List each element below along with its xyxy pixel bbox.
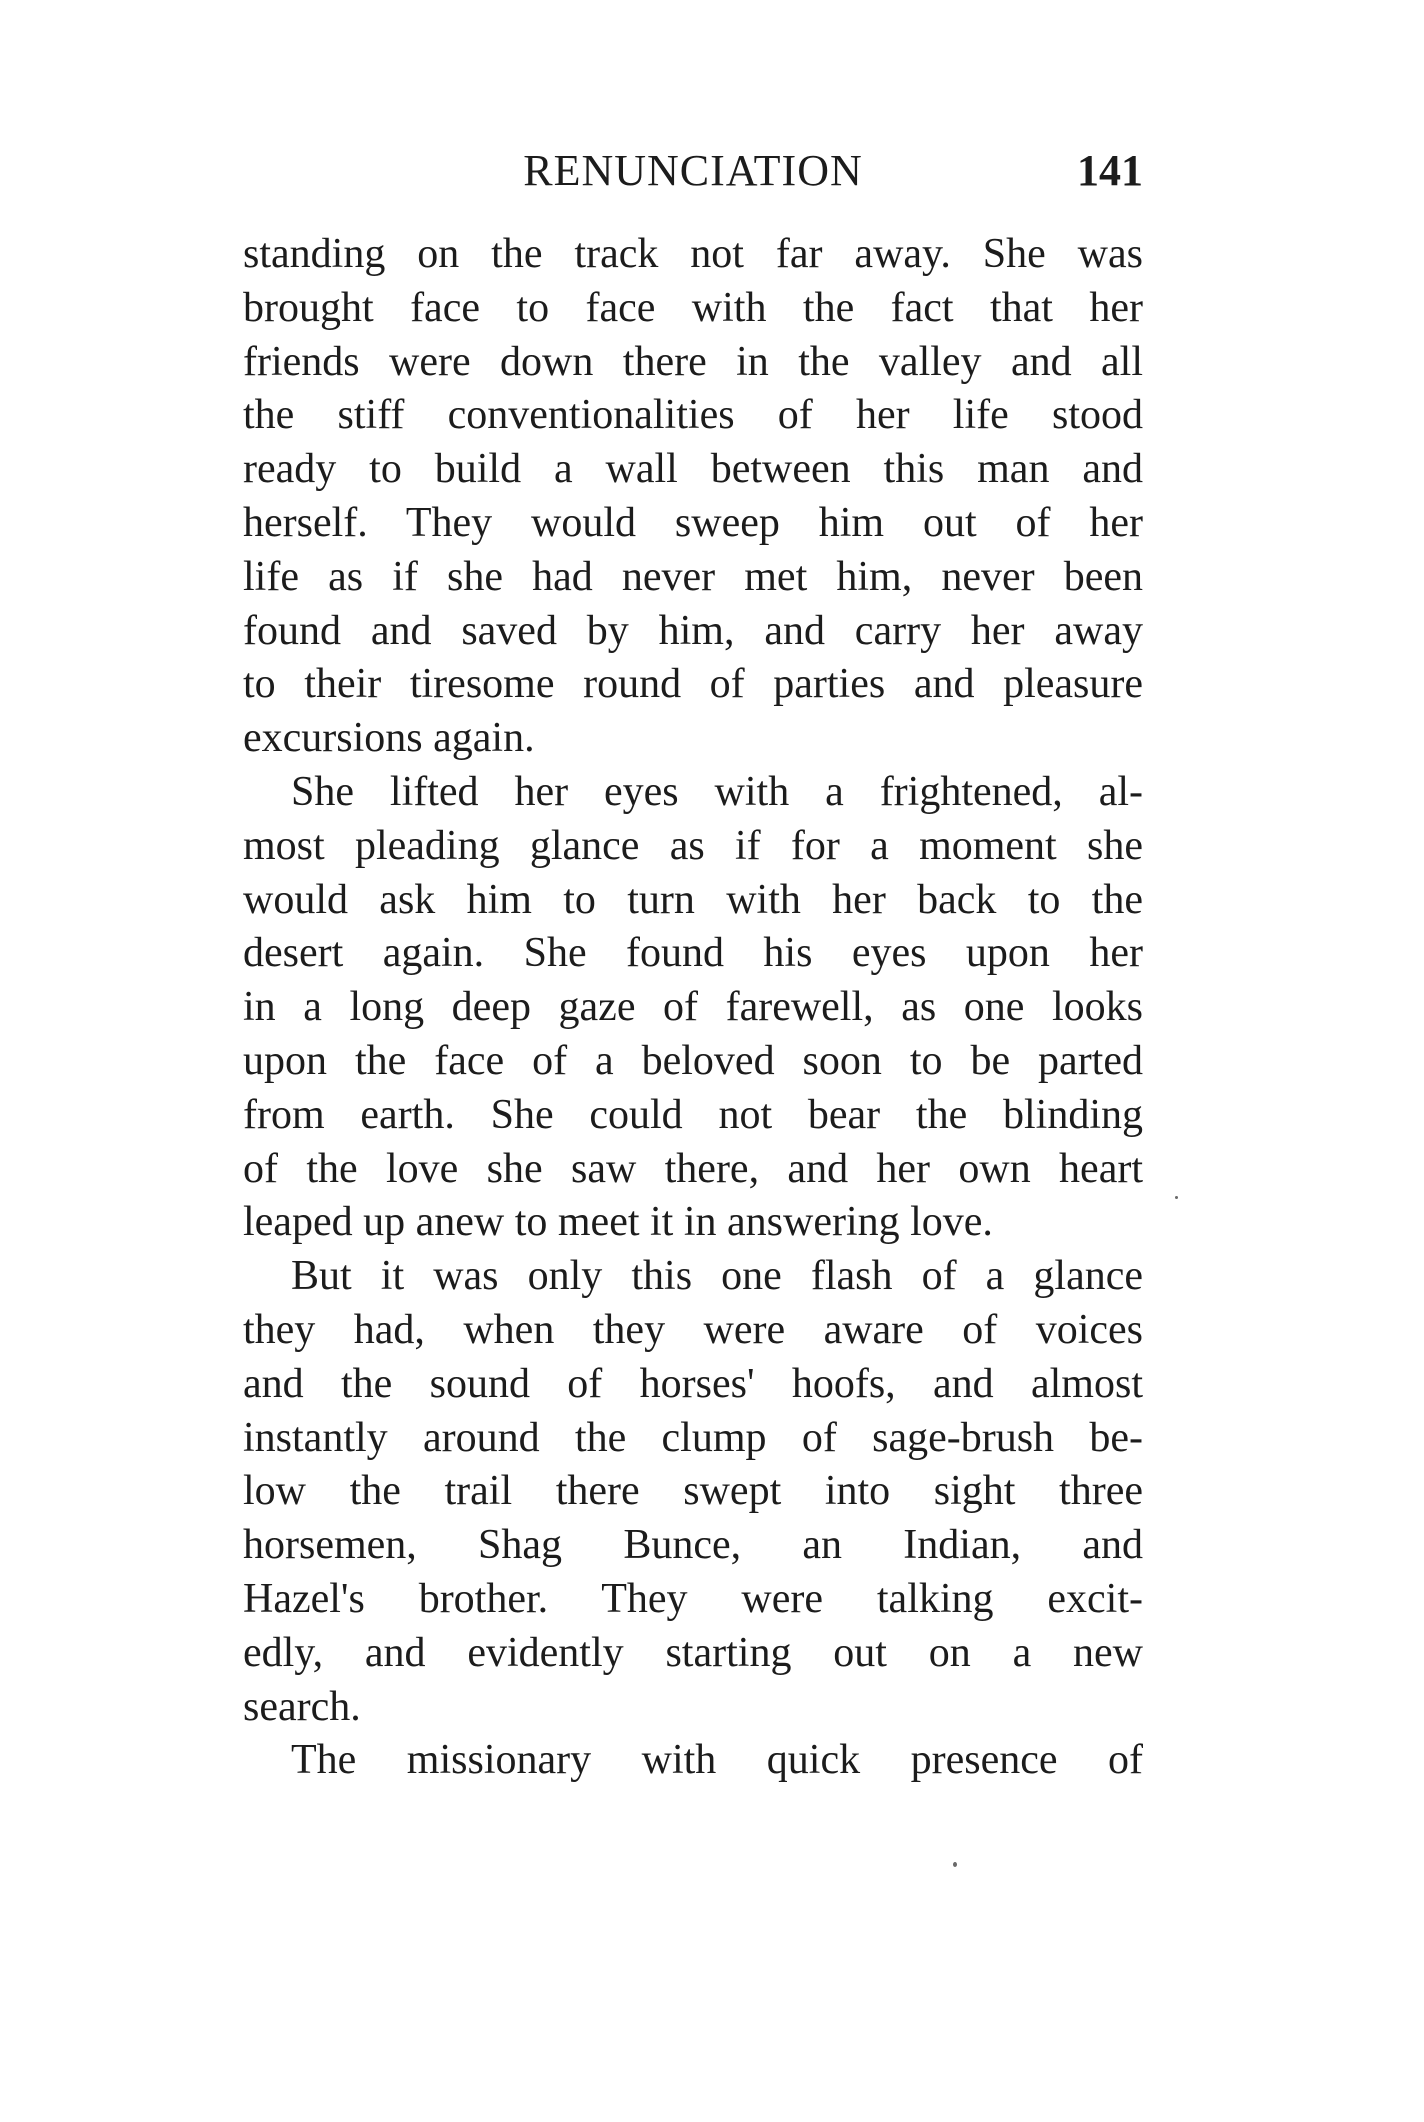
text-line: friends were down there in the valley and all [243, 338, 1143, 385]
print-speck [1175, 1196, 1178, 1199]
text-line: they had, when they were aware of voices [243, 1306, 1143, 1353]
text-line: desert again. She found his eyes upon her [243, 930, 1143, 977]
paragraph-start-line: But it was only this one flash of a glance [291, 1253, 1143, 1300]
text-line: upon the face of a beloved soon to be parted [243, 1037, 1143, 1084]
print-speck [953, 1862, 957, 1867]
paragraph-start-line: The missionary with quick presence of [291, 1737, 1143, 1784]
text-line: standing on the track not far away. She was [243, 231, 1143, 277]
text-line: Hazel's brother. They were talking excit- [243, 1575, 1143, 1622]
text-line: in a long deep gaze of farewell, as one looks [243, 984, 1143, 1031]
page-number: 141 [1077, 146, 1143, 195]
text-line: excursions again. [243, 715, 535, 762]
text-line: leaped up anew to meet it in answering love. [243, 1199, 993, 1246]
text-line: brought face to face with the fact that her [243, 284, 1143, 331]
text-line: ready to build a wall between this man and [243, 446, 1143, 493]
text-line: edly, and evidently starting out on a new [243, 1629, 1143, 1676]
text-line: search. [243, 1683, 361, 1730]
paragraph-start-line: She lifted her eyes with a frightened, al- [291, 768, 1143, 815]
text-line: from earth. She could not bear the blinding [243, 1091, 1143, 1138]
text-line: the stiff conventionalities of her life stood [243, 392, 1143, 439]
text-line: found and saved by him, and carry her away [243, 607, 1143, 654]
text-line: life as if she had never met him, never been [243, 553, 1143, 600]
text-line: of the love she saw there, and her own heart [243, 1145, 1143, 1192]
text-line: to their tiresome round of parties and pleasure [243, 661, 1143, 708]
text-line: and the sound of horses' hoofs, and almost [243, 1360, 1143, 1407]
text-line: instantly around the clump of sage-brush be- [243, 1414, 1143, 1461]
text-line: most pleading glance as if for a moment she [243, 822, 1143, 869]
text-line: low the trail there swept into sight three [243, 1468, 1143, 1515]
text-line: herself. They would sweep him out of her [243, 499, 1143, 546]
running-title: RENUNCIATION [523, 146, 863, 195]
text-line: horsemen, Shag Bunce, an Indian, and [243, 1522, 1143, 1569]
page-header [243, 140, 1143, 202]
text-line: would ask him to turn with her back to the [243, 876, 1143, 923]
body-text [243, 228, 1143, 1788]
